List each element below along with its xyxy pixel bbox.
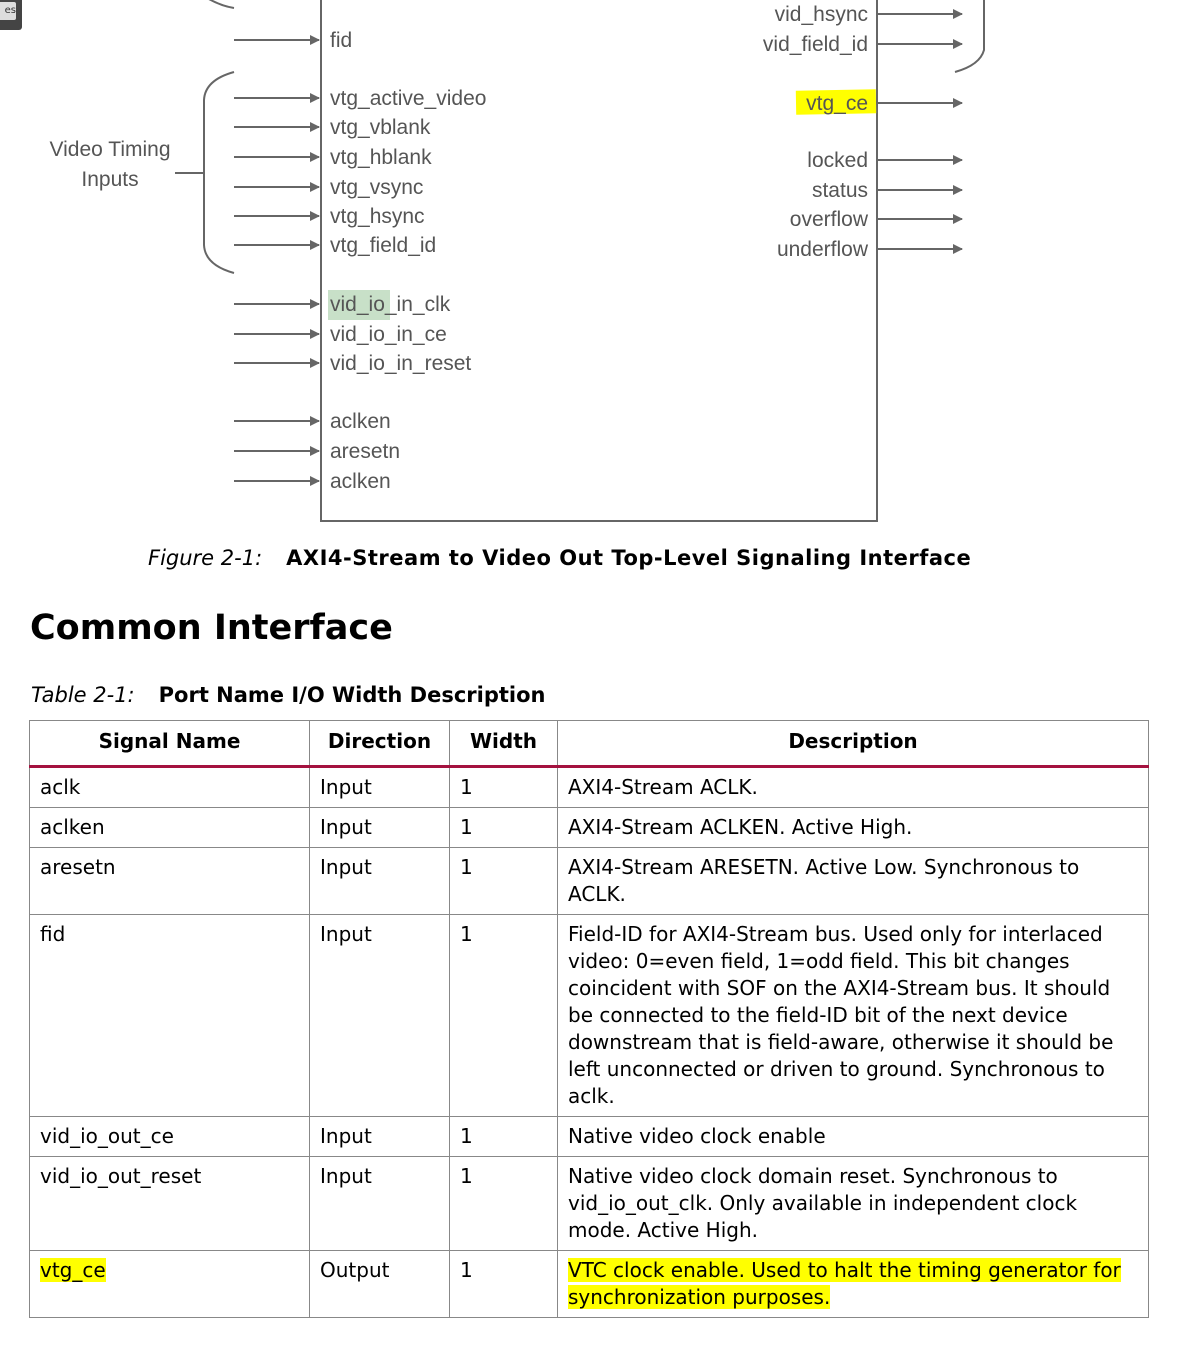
cell-signal-name — [30, 1157, 310, 1251]
width-text: 1 — [460, 1124, 473, 1148]
cell-width — [450, 1157, 558, 1251]
output-port-label: vid_field_id — [762, 33, 868, 56]
table-row — [30, 1157, 1149, 1251]
corner-button[interactable]: es — [0, 0, 22, 30]
input-port-label: vtg_vsync — [330, 176, 424, 199]
direction-text: Input — [320, 1164, 372, 1188]
cell-signal-name — [30, 1117, 310, 1157]
cell-signal-name — [30, 808, 310, 848]
output-port-label: locked — [807, 149, 868, 172]
signal-name-text: vid_io_out_reset — [40, 1164, 202, 1188]
cell-width — [450, 1251, 558, 1318]
cell-signal-name — [30, 915, 310, 1117]
width-text: 1 — [460, 922, 473, 946]
cell-description — [558, 1251, 1149, 1318]
cell-width — [450, 1117, 558, 1157]
input-port-label: vtg_field_id — [330, 234, 437, 257]
cell-description — [558, 848, 1149, 915]
table-header-row — [30, 721, 1149, 767]
cell-direction — [310, 1157, 450, 1251]
table-row — [30, 767, 1149, 808]
header-direction: Direction — [310, 721, 450, 767]
cell-direction — [310, 1117, 450, 1157]
input-port-label: aclken — [330, 410, 391, 433]
table-row — [30, 1117, 1149, 1157]
table-row — [30, 848, 1149, 915]
direction-text: Output — [320, 1258, 390, 1282]
input-port-label: vtg_hblank — [330, 146, 432, 169]
width-text: 1 — [460, 855, 473, 879]
video-timing-label: Inputs — [81, 168, 139, 191]
signal-name-text: aclken — [40, 815, 105, 839]
cell-width — [450, 915, 558, 1117]
direction-text: Input — [320, 855, 372, 879]
cell-width — [450, 767, 558, 808]
input-port-label: vtg_active_video — [330, 87, 487, 110]
table-caption: Table 2-1: Port Name I/O Width Description — [31, 683, 546, 707]
table-row — [30, 1251, 1149, 1318]
header-width: Width — [450, 721, 558, 767]
figure-caption: Figure 2-1: AXI4-Stream to Video Out Top-Level Signaling Interface — [148, 546, 972, 570]
description-text: AXI4-Stream ARESETN. Active Low. Synchronous to ACLK. — [568, 855, 1080, 906]
cell-direction — [310, 808, 450, 848]
description-text: AXI4-Stream ACLKEN. Active High. — [568, 815, 913, 839]
table-row — [30, 808, 1149, 848]
cell-direction — [310, 1251, 450, 1318]
input-port-label: fid — [330, 29, 353, 52]
input-port-label: vid_io_in_clk — [330, 293, 451, 316]
cell-description — [558, 1117, 1149, 1157]
direction-text: Input — [320, 922, 372, 946]
signal-name-text: vtg_ce — [40, 1258, 106, 1282]
cell-width — [450, 808, 558, 848]
cell-signal-name — [30, 767, 310, 808]
section-heading: Common Interface — [30, 608, 393, 648]
header-signal-name: Signal Name — [30, 721, 310, 767]
video-timing-brace — [175, 72, 234, 273]
cell-width — [450, 848, 558, 915]
direction-text: Input — [320, 775, 372, 799]
cell-description — [558, 808, 1149, 848]
output-port-label: vtg_ce — [806, 92, 868, 115]
direction-text: Input — [320, 1124, 372, 1148]
description-text: VTC clock enable. Used to halt the timing generator for synchronization purposes. — [568, 1258, 1121, 1309]
description-text: AXI4-Stream ACLK. — [568, 775, 758, 799]
cell-direction — [310, 767, 450, 808]
width-text: 1 — [460, 815, 473, 839]
header-description: Description — [558, 721, 1149, 767]
port-table — [29, 720, 1149, 1318]
cell-direction — [310, 915, 450, 1117]
input-port-label: vtg_hsync — [330, 205, 425, 228]
video-timing-label: Video Timing — [49, 138, 171, 161]
output-port-label: overflow — [789, 208, 868, 231]
input-port-label: aresetn — [330, 440, 401, 463]
output-port-label: underflow — [776, 238, 868, 261]
output-port-label: status — [811, 179, 868, 202]
output-port-label: vid_hsync — [774, 3, 868, 26]
cell-description — [558, 767, 1149, 808]
description-text: Native video clock enable — [568, 1124, 826, 1148]
cell-direction — [310, 848, 450, 915]
signal-name-text: vid_io_out_ce — [40, 1124, 174, 1148]
table-row — [30, 915, 1149, 1117]
signal-name-text: aclk — [40, 775, 81, 799]
input-port-label: vid_io_in_reset — [330, 352, 472, 375]
cell-description — [558, 1157, 1149, 1251]
signal-name-text: aresetn — [40, 855, 116, 879]
direction-text: Input — [320, 815, 372, 839]
input-port-label: vid_io_in_ce — [330, 323, 447, 346]
input-port-label: vtg_vblank — [330, 116, 431, 139]
description-text: Field-ID for AXI4-Stream bus. Used only for interlaced video: 0=even field, 1=odd field. This bit changes coincident with SOF on the AXI4-Stream bus. It should be connected to the field-ID bit of the next device downstream that is field-aware, otherwise it should be left unconnected or driven to ground. Synchronous to aclk. — [568, 922, 1114, 1108]
width-text: 1 — [460, 1258, 473, 1282]
description-text: Native video clock domain reset. Synchronous to vid_io_out_clk. Only available in independent clock mode. Active High. — [568, 1164, 1078, 1242]
width-text: 1 — [460, 1164, 473, 1188]
cell-signal-name — [30, 1251, 310, 1318]
cell-description — [558, 915, 1149, 1117]
cell-signal-name — [30, 848, 310, 915]
input-port-label: aclken — [330, 470, 391, 493]
signaling-diagram — [0, 0, 1182, 530]
output-brace — [955, 0, 984, 72]
signal-name-text: fid — [40, 922, 66, 946]
width-text: 1 — [460, 775, 473, 799]
